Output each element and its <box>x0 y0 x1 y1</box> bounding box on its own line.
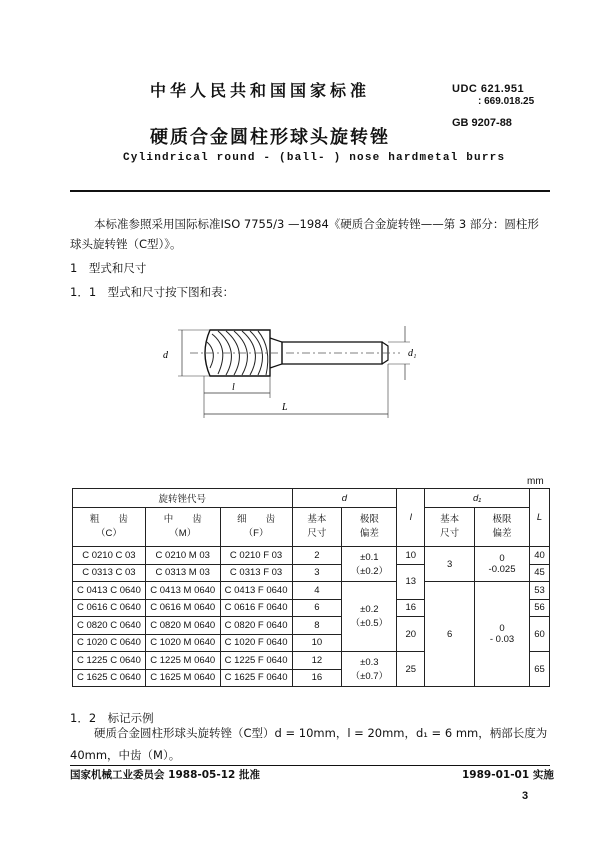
header-L: L <box>529 489 549 547</box>
d-deviation: ±0.3 （±0.7） <box>342 652 397 687</box>
coarse-code: C 0413 C 0640 <box>73 582 146 600</box>
unit-label: mm <box>527 476 544 487</box>
medium-code: C 1625 M 0640 <box>145 669 220 687</box>
section-heading-1-1: 1．1 型式和尺寸按下图和表： <box>70 285 235 299</box>
header-l: l <box>397 489 425 547</box>
d1-value: 6 <box>425 582 475 687</box>
issuing-body: 中华人民共和国国家标准 <box>150 81 371 100</box>
header-d-basic: 基本 尺寸 <box>292 508 342 547</box>
section-heading-1-2: 1．2 标记示例 <box>70 711 154 725</box>
label-L: L <box>282 402 288 413</box>
coarse-code: C 0313 C 03 <box>73 564 146 582</box>
fine-code: C 0820 F 0640 <box>220 617 292 635</box>
coarse-code: C 0210 C 03 <box>73 547 146 565</box>
section-heading-1: 1 型式和尺寸 <box>70 261 147 275</box>
medium-code: C 1020 M 0640 <box>145 634 220 652</box>
fine-code: C 0616 F 0640 <box>220 599 292 617</box>
label-d1: d₁ <box>408 348 417 359</box>
d-value: 10 <box>292 634 342 652</box>
udc-code-continued: : 669.018.25 <box>478 96 535 107</box>
marking-example: 硬质合金圆柱形球头旋转锉（C型）d = 10mm，l = 20mm，d₁ = 6 mm，柄部长度为40mm，中齿（M）。 <box>70 726 548 762</box>
d1-deviation: 0 - 0.03 <box>475 582 530 687</box>
d-value: 2 <box>292 547 342 565</box>
burr-drawing <box>160 318 420 428</box>
d-value: 12 <box>292 652 342 670</box>
fine-code: C 1625 F 0640 <box>220 669 292 687</box>
d-value: 6 <box>292 599 342 617</box>
table-row <box>73 547 550 565</box>
document-title-english: Cylindrical round - (ball- ) nose hardmetal burrs <box>123 152 506 164</box>
header-burr-code: 旋转锉代号 <box>73 489 293 508</box>
medium-code: C 1225 M 0640 <box>145 652 220 670</box>
document-title: 硬质合金圆柱形球头旋转锉 <box>150 127 390 148</box>
standard-number: GB 9207-88 <box>452 117 512 129</box>
d-value: 8 <box>292 617 342 635</box>
fine-code: C 0413 F 0640 <box>220 582 292 600</box>
approval-date: 国家机械工业委员会 1988-05-12 批准 <box>70 769 260 781</box>
header-d: d <box>292 489 397 508</box>
L-value: 56 <box>529 599 549 617</box>
medium-code: C 0210 M 03 <box>145 547 220 565</box>
coarse-code: C 1020 C 0640 <box>73 634 146 652</box>
d-deviation: ±0.1 （±0.2） <box>342 547 397 582</box>
fine-code: C 1020 F 0640 <box>220 634 292 652</box>
fine-code: C 0313 F 03 <box>220 564 292 582</box>
header-medium: 中 齿 （M） <box>145 508 220 547</box>
l-value: 25 <box>397 652 425 687</box>
d-value: 3 <box>292 564 342 582</box>
coarse-code: C 1625 C 0640 <box>73 669 146 687</box>
d1-value: 3 <box>425 547 475 582</box>
l-value: 16 <box>397 599 425 617</box>
dimensions-table <box>72 488 550 687</box>
L-value: 53 <box>529 582 549 600</box>
d-value: 16 <box>292 669 342 687</box>
L-value: 65 <box>529 652 549 687</box>
L-value: 60 <box>529 617 549 652</box>
coarse-code: C 0616 C 0640 <box>73 599 146 617</box>
header-d1-deviation: 极限 偏差 <box>475 508 530 547</box>
coarse-code: C 1225 C 0640 <box>73 652 146 670</box>
fine-code: C 1225 F 0640 <box>220 652 292 670</box>
l-value: 13 <box>397 564 425 599</box>
medium-code: C 0820 M 0640 <box>145 617 220 635</box>
fine-code: C 0210 F 03 <box>220 547 292 565</box>
header-coarse: 粗 齿 （C） <box>73 508 146 547</box>
effective-date: 1989-01-01 实施 <box>462 769 554 781</box>
medium-code: C 0313 M 03 <box>145 564 220 582</box>
l-value: 20 <box>397 617 425 652</box>
d1-deviation: 0 -0.025 <box>475 547 530 582</box>
footer-rule <box>70 765 550 766</box>
medium-code: C 0413 M 0640 <box>145 582 220 600</box>
udc-code: UDC 621.951 <box>452 83 525 95</box>
coarse-code: C 0820 C 0640 <box>73 617 146 635</box>
header-rule <box>70 190 550 192</box>
l-value: 10 <box>397 547 425 565</box>
page-number: 3 <box>522 790 529 802</box>
L-value: 45 <box>529 564 549 582</box>
header-fine: 细 齿 （F） <box>220 508 292 547</box>
header-d-deviation: 极限 偏差 <box>342 508 397 547</box>
d-deviation: ±0.2 （±0.5） <box>342 582 397 652</box>
intro-paragraph: 本标准参照采用国际标准ISO 7755/3 —1984《硬质合金旋转锉——第 3 部分：圆柱形球头旋转锉（C型）》。 <box>70 217 539 251</box>
label-l: l <box>232 382 235 393</box>
d-value: 4 <box>292 582 342 600</box>
label-d: d <box>163 350 168 361</box>
header-d1: d₁ <box>425 489 530 508</box>
header-d1-basic: 基本 尺寸 <box>425 508 475 547</box>
table-row <box>73 582 550 600</box>
L-value: 40 <box>529 547 549 565</box>
medium-code: C 0616 M 0640 <box>145 599 220 617</box>
